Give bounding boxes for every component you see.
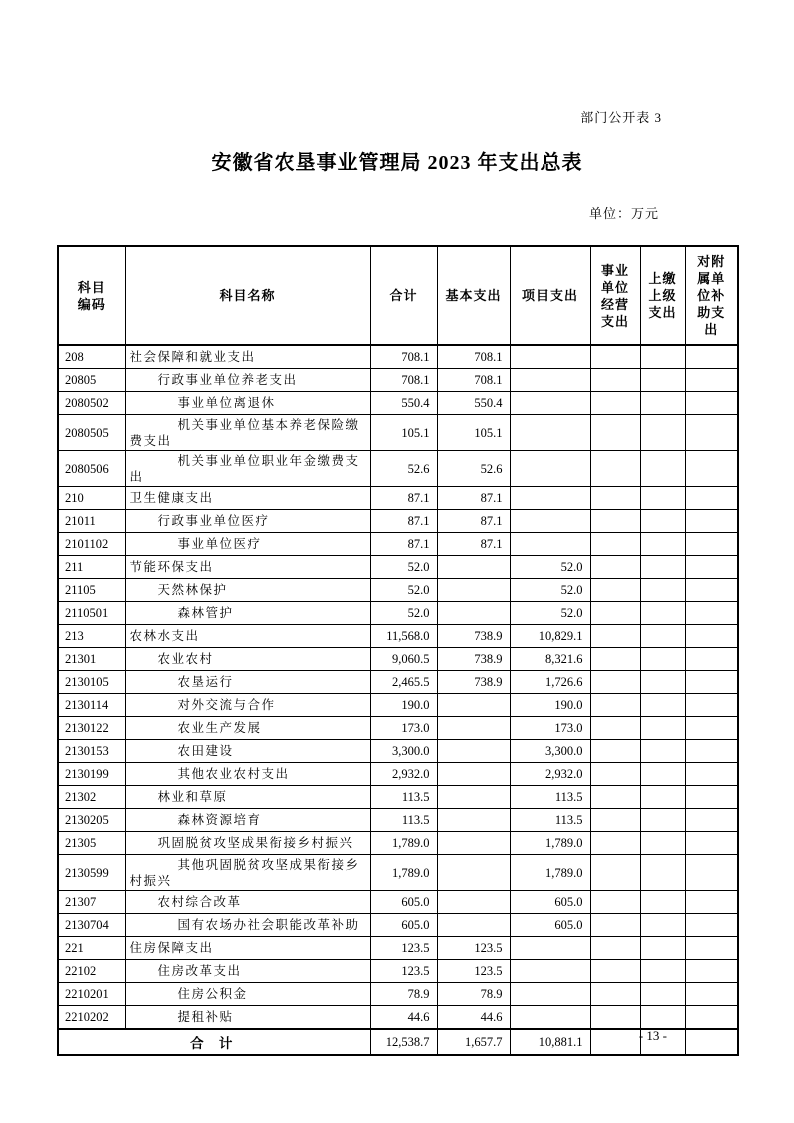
value-cell: 708.1 [370,369,437,392]
code-cell: 211 [58,556,125,579]
value-cell [685,891,738,914]
value-cell: 2,465.5 [370,671,437,694]
code-cell: 2080505 [58,415,125,451]
value-cell [685,345,738,369]
table-row [58,533,738,556]
code-cell: 2130205 [58,809,125,832]
code-cell: 2130122 [58,717,125,740]
code-cell: 20805 [58,369,125,392]
value-cell: 550.4 [370,392,437,415]
name-cell: 卫生健康支出 [125,487,370,510]
name-cell: 农林水支出 [125,625,370,648]
value-cell [510,345,590,369]
table-row [58,694,738,717]
table-row [58,740,738,763]
grand-total-value-cell: 10,881.1 [510,1029,590,1055]
value-cell [590,694,640,717]
code-cell: 208 [58,345,125,369]
table-row [58,855,738,891]
table-row [58,648,738,671]
value-cell [685,960,738,983]
table-row [58,937,738,960]
value-cell [640,510,685,533]
value-cell: 1,726.6 [510,671,590,694]
table-row [58,579,738,602]
value-cell: 2,932.0 [510,763,590,786]
name-cell: 天然林保护 [125,579,370,602]
value-cell: 1,789.0 [370,855,437,891]
value-cell: 52.0 [370,556,437,579]
table-row [58,960,738,983]
table-row [58,763,738,786]
value-cell: 2,932.0 [370,763,437,786]
value-cell [510,1006,590,1030]
code-cell: 2210201 [58,983,125,1006]
name-cell: 住房改革支出 [125,960,370,983]
table-row [58,625,738,648]
table-body [58,345,738,1029]
value-cell [590,533,640,556]
table-row [58,602,738,625]
value-cell [685,855,738,891]
code-cell: 2130114 [58,694,125,717]
value-cell: 105.1 [437,415,510,451]
table-header-row [58,246,738,345]
value-cell [685,602,738,625]
code-cell: 213 [58,625,125,648]
code-cell: 21307 [58,891,125,914]
value-cell [685,937,738,960]
value-cell: 1,789.0 [510,832,590,855]
value-cell: 123.5 [437,937,510,960]
value-cell [590,671,640,694]
value-cell [590,579,640,602]
value-cell [590,717,640,740]
value-cell [437,832,510,855]
value-cell: 87.1 [370,533,437,556]
value-cell [437,556,510,579]
value-cell [590,345,640,369]
name-cell: 农业生产发展 [125,717,370,740]
value-cell [510,392,590,415]
name-cell: 其他农业农村支出 [125,763,370,786]
code-cell: 2101102 [58,533,125,556]
name-cell: 行政事业单位医疗 [125,510,370,533]
value-cell [640,717,685,740]
page-title: 安徽省农垦事业管理局 2023 年支出总表 [211,152,583,174]
value-cell [590,369,640,392]
value-cell [685,671,738,694]
value-cell [437,740,510,763]
name-cell: 森林资源培育 [125,809,370,832]
value-cell [510,451,590,487]
value-cell [685,451,738,487]
table-row [58,717,738,740]
header-cell: 合计 [370,246,437,345]
table-row [58,1006,738,1030]
value-cell [590,556,640,579]
name-cell: 节能环保支出 [125,556,370,579]
value-cell [437,786,510,809]
value-cell [437,602,510,625]
value-cell [510,937,590,960]
value-cell [590,855,640,891]
name-cell: 事业单位医疗 [125,533,370,556]
code-cell: 22102 [58,960,125,983]
value-cell: 52.0 [370,602,437,625]
code-cell: 2080506 [58,451,125,487]
value-cell [640,786,685,809]
value-cell [640,451,685,487]
value-cell [685,983,738,1006]
value-cell: 738.9 [437,648,510,671]
name-cell: 住房保障支出 [125,937,370,960]
value-cell [590,832,640,855]
name-cell: 其他巩固脱贫攻坚成果衔接乡村振兴 [125,855,370,891]
value-cell: 87.1 [437,510,510,533]
value-cell [640,345,685,369]
value-cell [590,1006,640,1030]
value-cell: 11,568.0 [370,625,437,648]
table-row [58,671,738,694]
value-cell [590,510,640,533]
code-cell: 21105 [58,579,125,602]
name-cell: 事业单位离退休 [125,392,370,415]
value-cell [685,914,738,937]
value-cell [640,671,685,694]
value-cell: 708.1 [437,369,510,392]
value-cell [640,625,685,648]
value-cell [685,392,738,415]
name-cell: 住房公积金 [125,983,370,1006]
page-number: - 13 - [638,1028,667,1043]
value-cell: 87.1 [437,533,510,556]
doc-label: 部门公开表 3 [580,110,662,125]
value-cell [437,694,510,717]
header-cell: 科目编码 [58,246,125,345]
value-cell [590,451,640,487]
value-cell [590,809,640,832]
value-cell: 52.6 [437,451,510,487]
value-cell: 113.5 [510,809,590,832]
value-cell [685,717,738,740]
code-cell: 2210202 [58,1006,125,1030]
name-cell: 国有农场办社会职能改革补助 [125,914,370,937]
value-cell [510,415,590,451]
grand-total-value-cell [685,1029,738,1055]
value-cell [437,717,510,740]
table-row [58,369,738,392]
value-cell [640,855,685,891]
value-cell [685,556,738,579]
name-cell: 机关事业单位基本养老保险缴费支出 [125,415,370,451]
value-cell: 173.0 [510,717,590,740]
value-cell [685,648,738,671]
value-cell [640,602,685,625]
value-cell: 52.6 [370,451,437,487]
table-row [58,451,738,487]
value-cell [510,960,590,983]
value-cell: 708.1 [437,345,510,369]
value-cell [640,415,685,451]
value-cell: 44.6 [370,1006,437,1030]
value-cell: 105.1 [370,415,437,451]
value-cell [590,937,640,960]
code-cell: 2130153 [58,740,125,763]
name-cell: 社会保障和就业支出 [125,345,370,369]
value-cell: 87.1 [437,487,510,510]
value-cell: 738.9 [437,625,510,648]
value-cell [510,369,590,392]
value-cell [590,648,640,671]
value-cell [590,487,640,510]
unit-note: 单位：万元 [588,206,659,221]
header-cell: 事业单位经营支出 [590,246,640,345]
value-cell [640,648,685,671]
code-cell: 2080502 [58,392,125,415]
table-row [58,392,738,415]
code-cell: 21301 [58,648,125,671]
name-cell: 农田建设 [125,740,370,763]
expenditure-table [57,245,739,1056]
table-row [58,487,738,510]
name-cell: 提租补贴 [125,1006,370,1030]
value-cell: 190.0 [370,694,437,717]
value-cell [640,556,685,579]
value-cell [640,891,685,914]
value-cell [590,740,640,763]
value-cell [685,510,738,533]
value-cell [437,855,510,891]
value-cell: 708.1 [370,345,437,369]
code-cell: 21305 [58,832,125,855]
value-cell: 78.9 [370,983,437,1006]
value-cell [685,786,738,809]
name-cell: 农业农村 [125,648,370,671]
value-cell: 8,321.6 [510,648,590,671]
header-cell: 对附属单位补助支出 [685,246,738,345]
name-cell: 森林管护 [125,602,370,625]
table-row [58,556,738,579]
value-cell [685,1006,738,1030]
table-row [58,832,738,855]
value-cell [590,415,640,451]
value-cell [640,392,685,415]
value-cell: 52.0 [370,579,437,602]
value-cell [437,891,510,914]
table-row [58,510,738,533]
value-cell [590,914,640,937]
value-cell [510,487,590,510]
value-cell [510,533,590,556]
value-cell [685,579,738,602]
value-cell: 605.0 [370,891,437,914]
header-cell: 上缴上级支出 [640,246,685,345]
value-cell [640,763,685,786]
grand-total-value-cell [590,1029,640,1055]
code-cell: 221 [58,937,125,960]
value-cell [685,694,738,717]
value-cell [640,740,685,763]
name-cell: 农村综合改革 [125,891,370,914]
table-row [58,983,738,1006]
value-cell: 605.0 [370,914,437,937]
value-cell [590,983,640,1006]
header-cell: 项目支出 [510,246,590,345]
code-cell: 210 [58,487,125,510]
value-cell: 123.5 [437,960,510,983]
value-cell [640,937,685,960]
value-cell: 87.1 [370,487,437,510]
value-cell: 190.0 [510,694,590,717]
value-cell [590,602,640,625]
value-cell: 52.0 [510,556,590,579]
value-cell [640,983,685,1006]
value-cell: 1,789.0 [510,855,590,891]
value-cell: 10,829.1 [510,625,590,648]
table-row [58,786,738,809]
value-cell: 52.0 [510,602,590,625]
value-cell [590,392,640,415]
value-cell [640,809,685,832]
header-cell: 科目名称 [125,246,370,345]
value-cell [685,369,738,392]
value-cell [640,914,685,937]
grand-total-value-cell: 12,538.7 [370,1029,437,1055]
value-cell [685,487,738,510]
grand-total-label: 合 计 [58,1029,370,1055]
value-cell [640,487,685,510]
name-cell: 行政事业单位养老支出 [125,369,370,392]
value-cell: 87.1 [370,510,437,533]
value-cell [510,983,590,1006]
value-cell: 78.9 [437,983,510,1006]
value-cell: 550.4 [437,392,510,415]
code-cell: 2130105 [58,671,125,694]
value-cell [685,625,738,648]
value-cell: 113.5 [370,786,437,809]
value-cell [510,510,590,533]
value-cell [685,533,738,556]
value-cell: 3,300.0 [370,740,437,763]
name-cell: 农垦运行 [125,671,370,694]
value-cell [640,1006,685,1030]
table-row [58,809,738,832]
code-cell: 2130199 [58,763,125,786]
value-cell [640,533,685,556]
value-cell: 605.0 [510,891,590,914]
value-cell [437,763,510,786]
header-cell: 基本支出 [437,246,510,345]
value-cell [590,786,640,809]
value-cell: 738.9 [437,671,510,694]
value-cell [640,369,685,392]
name-cell: 林业和草原 [125,786,370,809]
table-row [58,914,738,937]
value-cell [640,960,685,983]
table-row [58,415,738,451]
code-cell: 21302 [58,786,125,809]
value-cell [685,740,738,763]
value-cell [685,832,738,855]
value-cell: 113.5 [370,809,437,832]
value-cell: 44.6 [437,1006,510,1030]
value-cell [590,763,640,786]
grand-total-value-cell: 1,657.7 [437,1029,510,1055]
value-cell [640,579,685,602]
value-cell [437,579,510,602]
code-cell: 21011 [58,510,125,533]
name-cell: 对外交流与合作 [125,694,370,717]
value-cell [437,914,510,937]
value-cell [437,809,510,832]
value-cell: 123.5 [370,937,437,960]
value-cell [685,415,738,451]
name-cell: 巩固脱贫攻坚成果衔接乡村振兴 [125,832,370,855]
value-cell [590,891,640,914]
value-cell [640,832,685,855]
value-cell [590,960,640,983]
value-cell [590,625,640,648]
value-cell [640,694,685,717]
value-cell: 3,300.0 [510,740,590,763]
value-cell: 1,789.0 [370,832,437,855]
code-cell: 2130704 [58,914,125,937]
value-cell: 52.0 [510,579,590,602]
value-cell [685,763,738,786]
value-cell [685,809,738,832]
value-cell: 9,060.5 [370,648,437,671]
value-cell: 123.5 [370,960,437,983]
table-row [58,345,738,369]
value-cell: 605.0 [510,914,590,937]
name-cell: 机关事业单位职业年金缴费支出 [125,451,370,487]
value-cell: 113.5 [510,786,590,809]
value-cell: 173.0 [370,717,437,740]
grand-total-row [58,1029,738,1055]
code-cell: 2110501 [58,602,125,625]
code-cell: 2130599 [58,855,125,891]
table-row [58,891,738,914]
